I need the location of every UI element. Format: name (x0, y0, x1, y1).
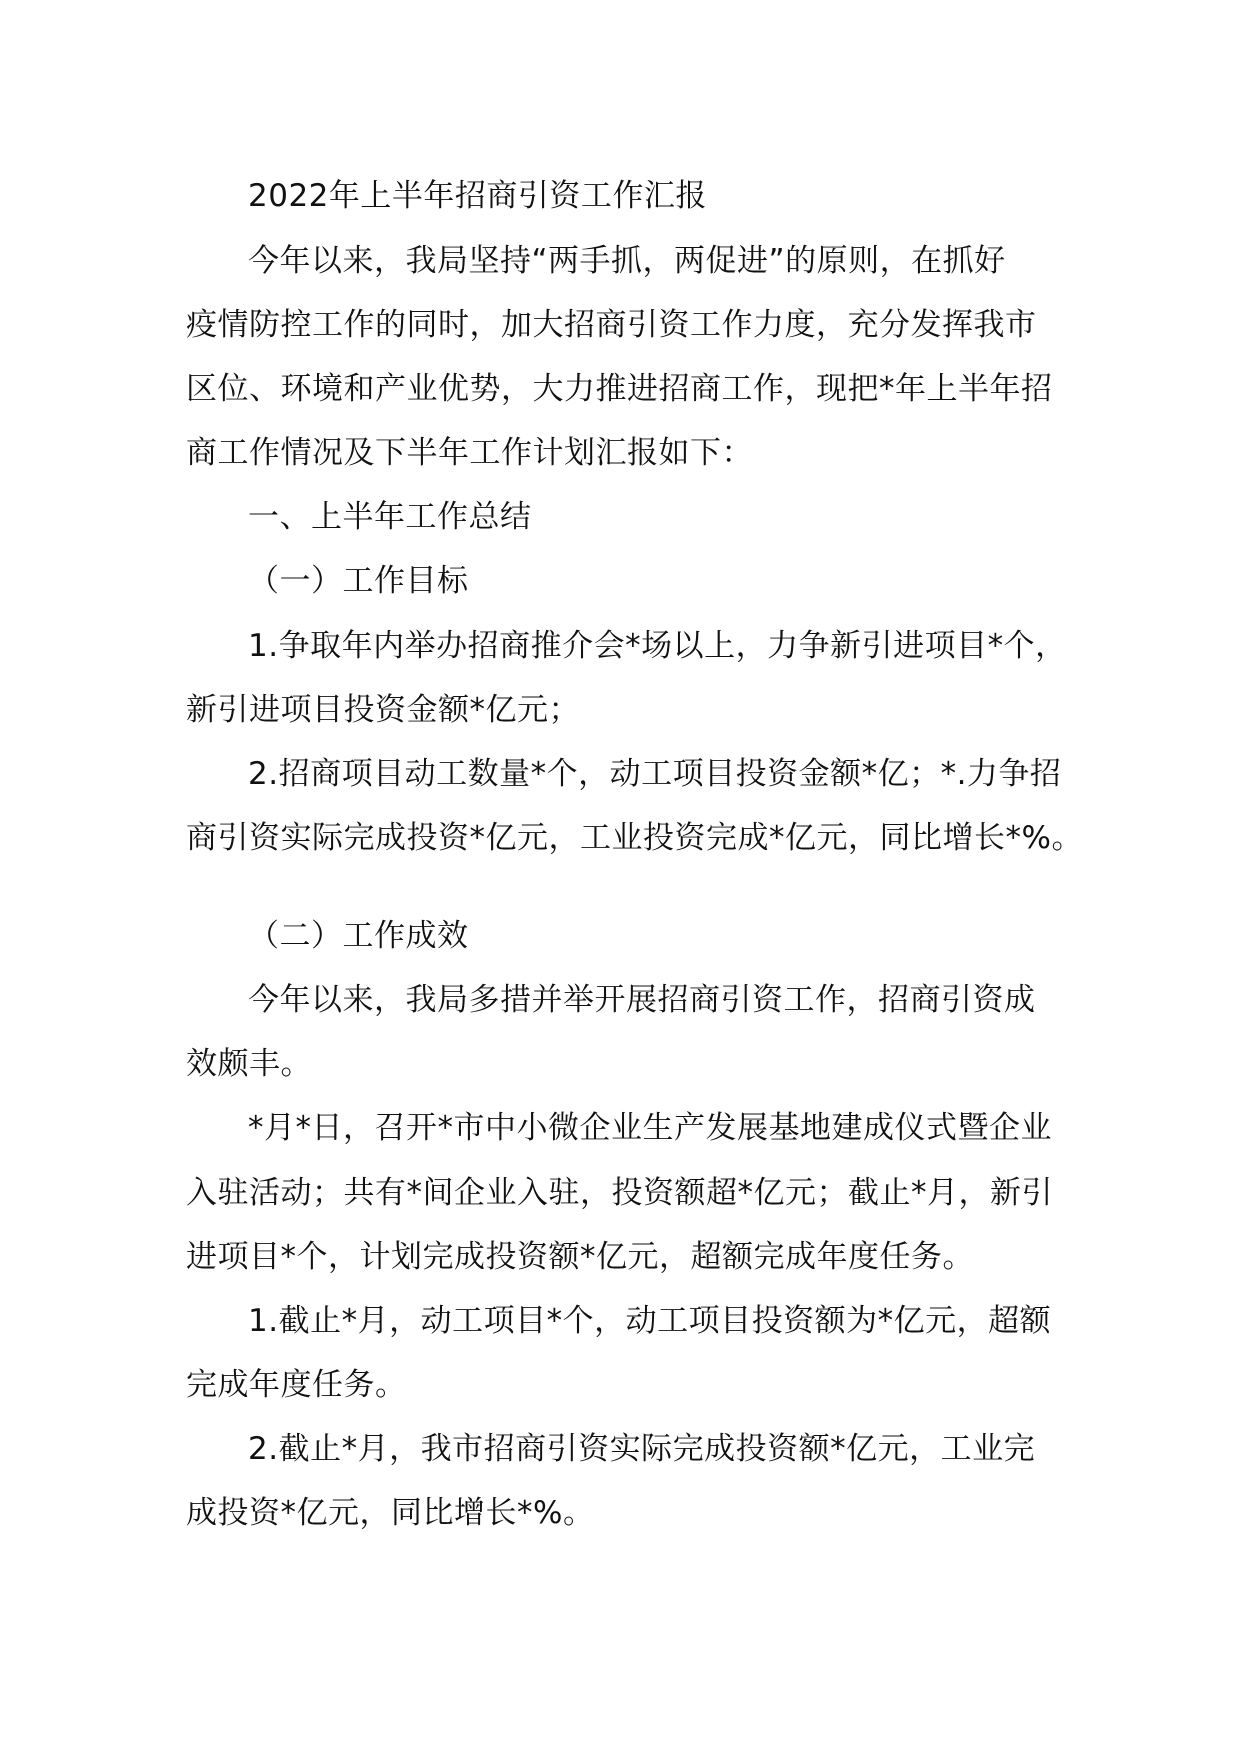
section-heading: 一、上半年工作总结 (248, 499, 532, 535)
paragraph-line: 进项目*个，计划完成投资额*亿元，超额完成年度任务。 (186, 1239, 974, 1275)
paragraph-line: *月*日，召开*市中小微企业生产发展基地建成仪式暨企业 (248, 1110, 1052, 1146)
paragraph-line: 效颇丰。 (186, 1046, 312, 1082)
paragraph-line: 2.招商项目动工数量*个，动工项目投资金额*亿；*.力争招 (248, 756, 1062, 792)
paragraph-line: 商引资实际完成投资*亿元，工业投资完成*亿元，同比增长*%。 (186, 820, 1083, 856)
paragraph-line: 区位、环境和产业优势，大力推进招商工作，现把*年上半年招 (186, 371, 1053, 407)
paragraph-line: 新引进项目投资金额*亿元； (186, 692, 580, 728)
paragraph-line: 成投资*亿元，同比增长*%。 (186, 1495, 595, 1531)
paragraph-line: 1.争取年内举办招商推介会*场以上，力争新引进项目*个， (248, 628, 1067, 664)
subsection-heading: （一）工作目标 (248, 563, 469, 599)
paragraph-line: 商工作情况及下半年工作计划汇报如下： (186, 435, 753, 471)
paragraph-line: 2.截止*月，我市招商引资实际完成投资额*亿元，工业完 (248, 1431, 1036, 1467)
paragraph-line: 今年以来，我局坚持“两手抓，两促进”的原则，在抓好 (248, 243, 1006, 279)
document-title: 2022年上半年招商引资工作汇报 (248, 178, 707, 214)
paragraph-line: 入驻活动；共有*间企业入驻，投资额超*亿元；截止*月，新引 (186, 1175, 1053, 1211)
subsection-heading: （二）工作成效 (248, 918, 469, 954)
paragraph-line: 完成年度任务。 (186, 1367, 407, 1403)
paragraph-line: 今年以来，我局多措并举开展招商引资工作，招商引资成 (248, 982, 1036, 1018)
paragraph-line: 1.截止*月，动工项目*个，动工项目投资额为*亿元，超额 (248, 1303, 1052, 1339)
paragraph-line: 疫情防控工作的同时，加大招商引资工作力度，充分发挥我市 (186, 307, 1037, 343)
